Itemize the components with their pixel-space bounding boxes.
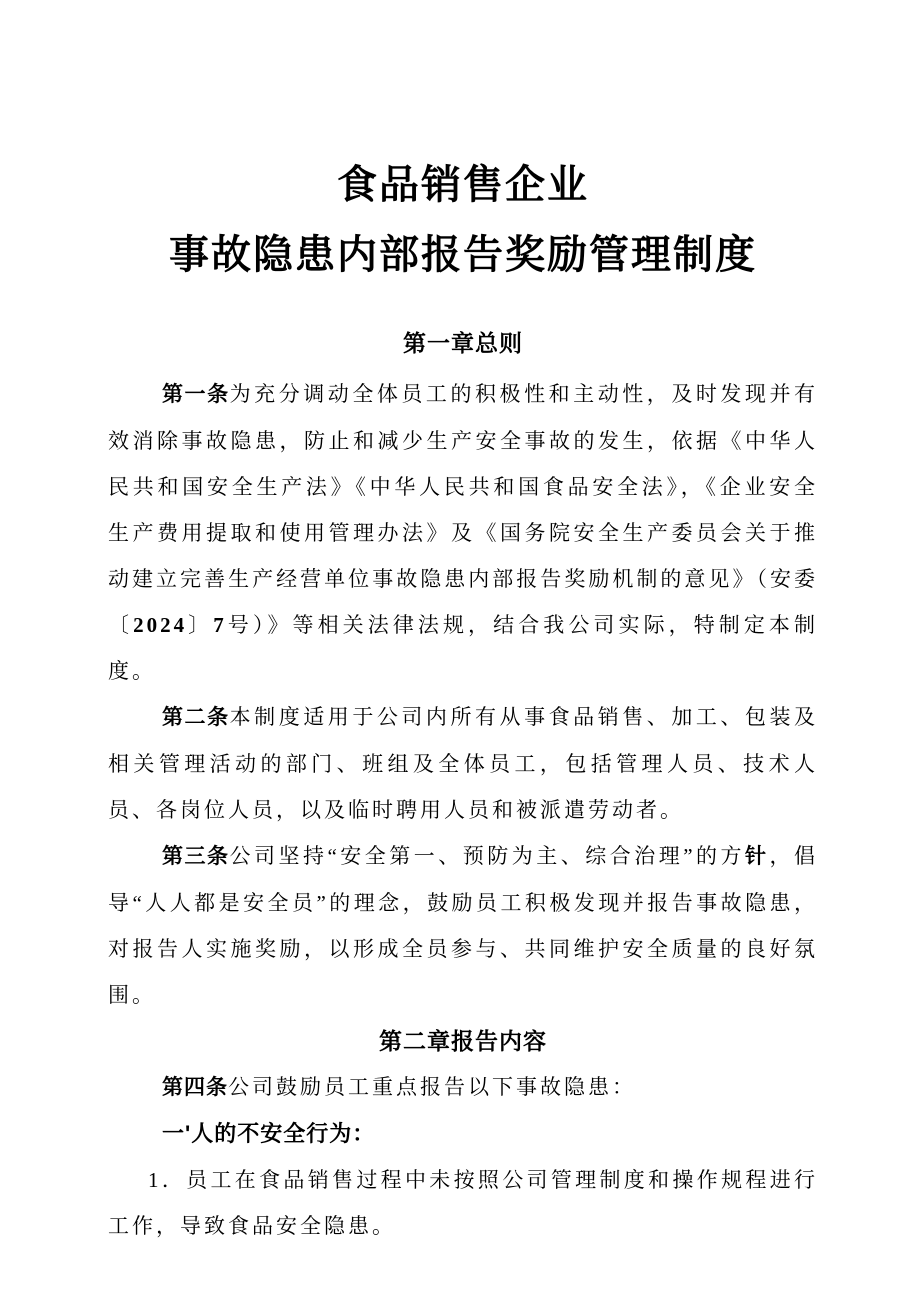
article1-year: 2024 [133,613,188,637]
document-title [108,150,818,290]
article2-text: 本制度适用于公司内所有从事食品销售、加工、包装及相关管理活动的部门、班组及全体员工，包括管理人员、技术人员、各岗位人员，以及临时聘用人员和被派遣劳动者。 [108,705,819,822]
list-heading-unsafe-behavior: 一'人的不安全行为： [162,1121,376,1146]
chapter2-heading: 第二章报告内容 [379,1028,547,1054]
article3-text-part1: 公司坚持“安全第一、预防为主、综合治理”的方 [229,844,746,868]
article1-label: 第一条 [162,383,230,406]
list-item-1-number: 1． [148,1168,187,1192]
article3-paragraph [108,833,818,1018]
article3-bold-char: 针 [745,845,770,868]
article1-bracket-close: 〕 [187,613,214,637]
chapter1-heading: 第一章总则 [403,330,523,356]
document-title-line1: 食品销售企业 [337,163,589,207]
article1-text-tail: 号）》等相关法律法规，结合我公司实际，特制定本制度。 [108,613,819,683]
article4-text: 公司鼓励员工重点报告以下事故隐患： [228,1075,636,1099]
article2-paragraph [108,694,818,833]
document-title-line2: 事故隐患内部报告奖励管理制度 [169,233,757,277]
document-body [108,150,818,1249]
article1-doc-number: 7 [213,613,227,637]
article2-label: 第二条 [162,706,230,729]
article3-label: 第三条 [162,845,230,868]
article1-paragraph [108,371,818,694]
list-item-1 [108,1157,818,1249]
article4-paragraph [108,1064,818,1111]
list-item-1-text: 员工在食品销售过程中未按照公司管理制度和操作规程进行工作，导致食品安全隐患。 [108,1168,819,1238]
article3-text-part2: ，倡导“人人都是安全员”的理念，鼓励员工积极发现并报告事故隐患，对报告人实施奖励，以形成全员参与、共同维护安全质量的良好氛围。 [108,844,819,1007]
article1-text: 为充分调动全体员工的积极性和主动性，及时发现并有效消除事故隐患，防止和减少生产安全事故的发生，依据《中华人民共和国安全生产法》《中华人民共和国食品安全法》，《企业安全生产费用提取和使用管理办法》及《国务院安全生产委员会关于推动建立完善生产经营单位事故隐患内部报告奖励机制的意见》（安委〔 [108,382,819,637]
article4-label: 第四条 [162,1076,228,1099]
